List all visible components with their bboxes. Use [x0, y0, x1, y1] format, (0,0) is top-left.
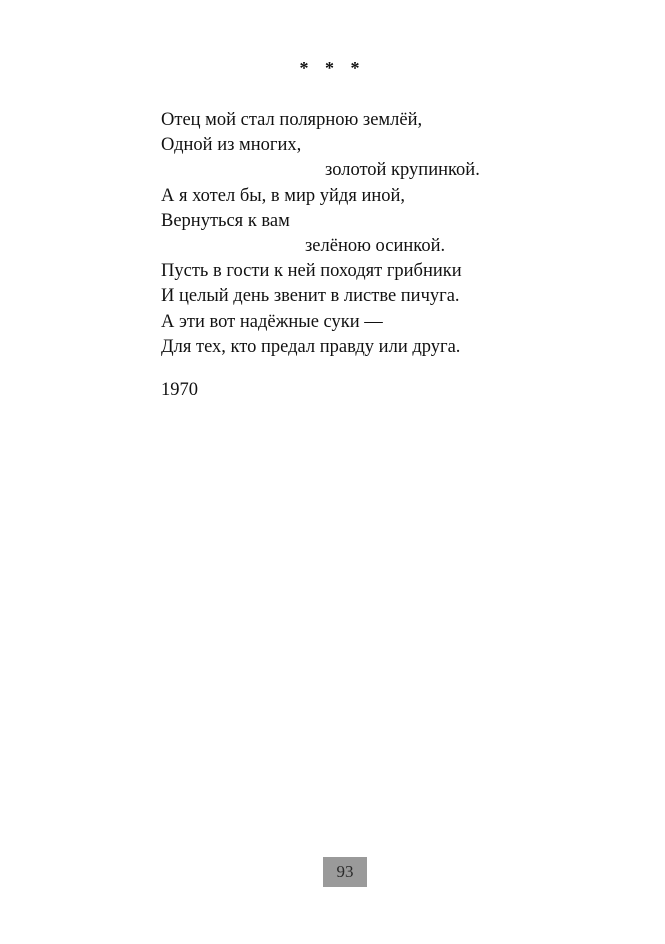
poem-line: А эти вот надёжные суки — — [161, 311, 383, 332]
poem-year: 1970 — [161, 380, 198, 400]
poem-line: золотой крупинкой. — [325, 160, 480, 181]
page-number-badge — [323, 857, 367, 887]
poem-line: Отец мой стал полярною землёй, — [161, 110, 423, 130]
poem-line: А я хотел бы, в мир уйдя иной, — [161, 185, 406, 206]
poem-line: И целый день звенит в листве пичуга. — [161, 286, 460, 307]
poem-line: Пусть в гости к ней походят грибники — [161, 261, 462, 282]
section-ornament: * * * — [299, 58, 366, 78]
page-number: 93 — [336, 862, 354, 881]
poem-line: зелёною осинкой. — [305, 235, 446, 256]
poem-line: Для тех, кто предал правду или друга. — [161, 336, 461, 357]
poem-line: Вернуться к вам — [161, 210, 290, 231]
poem-text — [161, 108, 561, 360]
poem-line: Одной из многих, — [161, 135, 302, 156]
